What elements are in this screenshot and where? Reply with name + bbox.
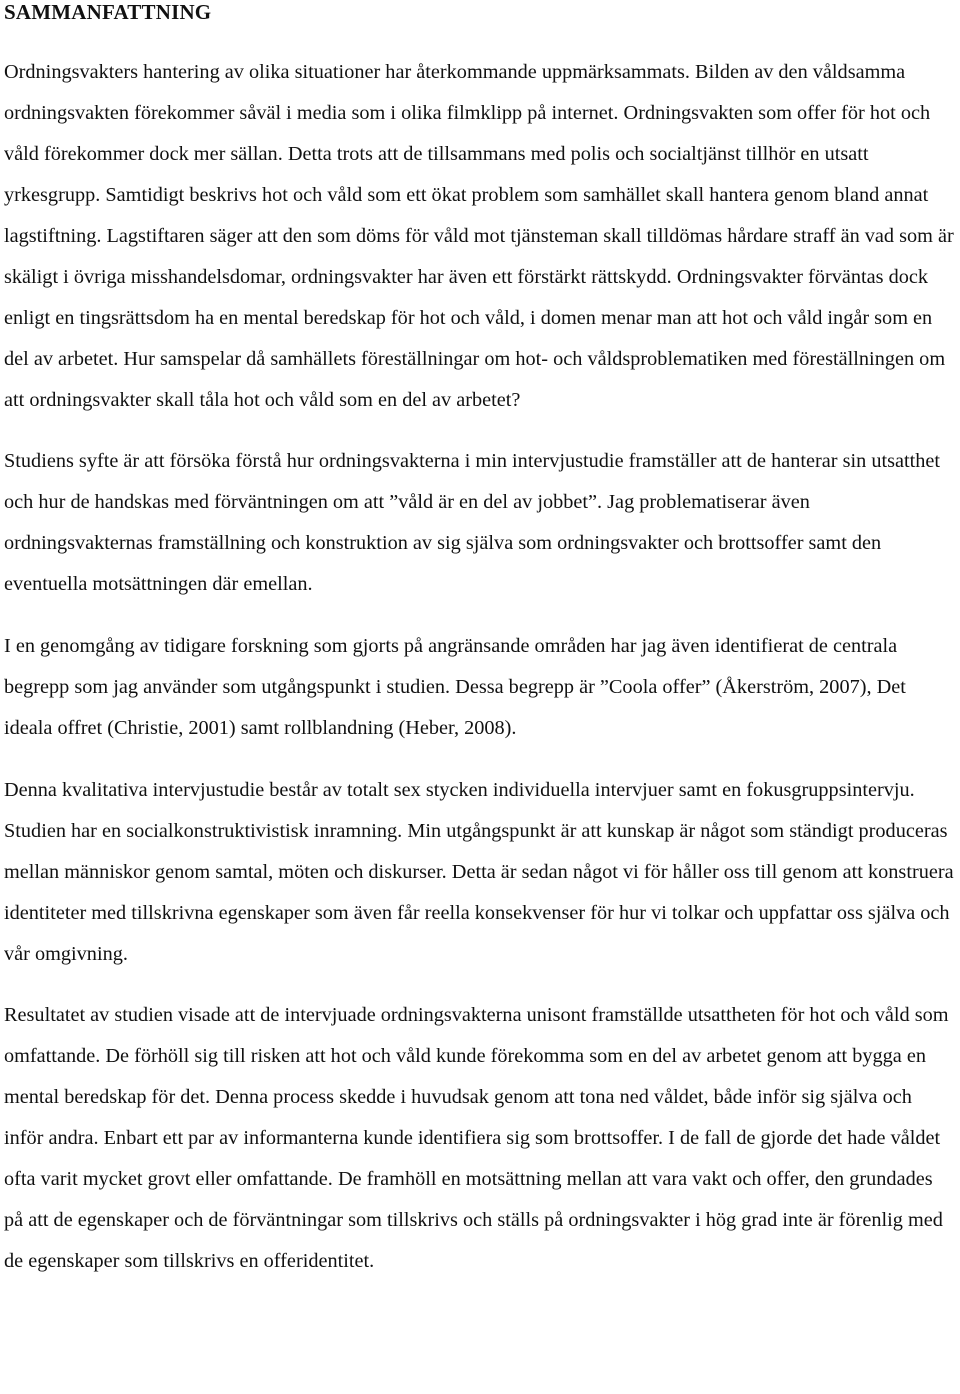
section-heading: SAMMANFATTNING <box>4 0 212 24</box>
paragraph-background: Ordningsvakters hantering av olika situationer har återkommande uppmärksammats. Bilden av den våldsamma ordningsvakten förekommer såväl i media som i olika filmklipp på internet. Ordningsvakten som offer för hot och våld förekommer dock mer sällan. Detta trots att de tillsammans med polis och socialtjänst tillhör en utsatt yrkesgrupp. Samtidigt beskrivs hot och våld som ett ökat problem som samhället skall hantera genom bland annat lagstiftning. Lagstiftaren säger att den som döms för våld mot tjänsteman skall tilldömas hårdare straff än vad som är skäligt i övriga misshandelsdomar, ordningsvakter har även ett förstärkt rättskydd. Ordningsvakter förväntas dock enligt en tingsrättsdom ha en mental beredskap för hot och våld, i domen menar man att hot och våld ingår som en del av arbetet. Hur samspelar då samhällets föreställningar om hot- och våldsproblematiken med föreställningen om att ordningsvakter skall tåla hot och våld som en del av arbetet? <box>4 61 954 411</box>
paragraph-purpose: Studiens syfte är att försöka förstå hur ordningsvakterna i min intervjustudie framställer att de hanterar sin utsatthet och hur de handskas med förväntningen om att ”våld är en del av jobbet”. Jag problematiserar även ordningsvakternas framställning och konstruktion av sig själva som ordningsvakter och brottsoffer samt den eventuella motsättningen där emellan. <box>4 450 941 595</box>
paragraph-results: Resultatet av studien visade att de intervjuade ordningsvakterna unisont framställde utsattheten för hot och våld som omfattande. De förhöll sig till risken att hot och våld kunde förekomma som en del av arbetet genom att bygga en mental beredskap för det. Denna process skedde i huvudsak genom att tona ned våldet, både inför sig själva och inför andra. Enbart ett par av informanterna kunde identifiera sig som brottsoffer. I de fall de gjorde det hade våldet ofta varit mycket grovt eller omfattande. De framhöll en motsättning mellan att vara vakt och offer, den grundades på att de egenskaper och de förväntningar som tillskrivs och ställs på ordningsvakter i hög grad inte är förenlig med de egenskaper som tillskrivs en offeridentitet. <box>4 1004 949 1272</box>
paragraph-previous-research: I en genomgång av tidigare forskning som gjorts på angränsande områden har jag även identifierat de centrala begrepp som jag använder som utgångspunkt i studien. Dessa begrepp är ”Coola offer” (Åkerström, 2007), Det ideala offret (Christie, 2001) samt rollblandning (Heber, 2008). <box>4 635 906 739</box>
paragraph-method: Denna kvalitativa intervjustudie består av totalt sex stycken individuella intervjuer samt en fokusgruppsintervju. Studien har en socialkonstruktivistisk inramning. Min utgångspunkt är att kunskap är något som ständigt produceras mellan människor genom samtal, möten och diskurser. Detta är sedan något vi för håller oss till genom att konstruera identiteter med tillskrivna egenskaper som även får reella konsekvenser för hur vi tolkar och uppfattar oss själva och vår omgivning. <box>4 779 954 965</box>
document-page <box>4 0 956 1282</box>
